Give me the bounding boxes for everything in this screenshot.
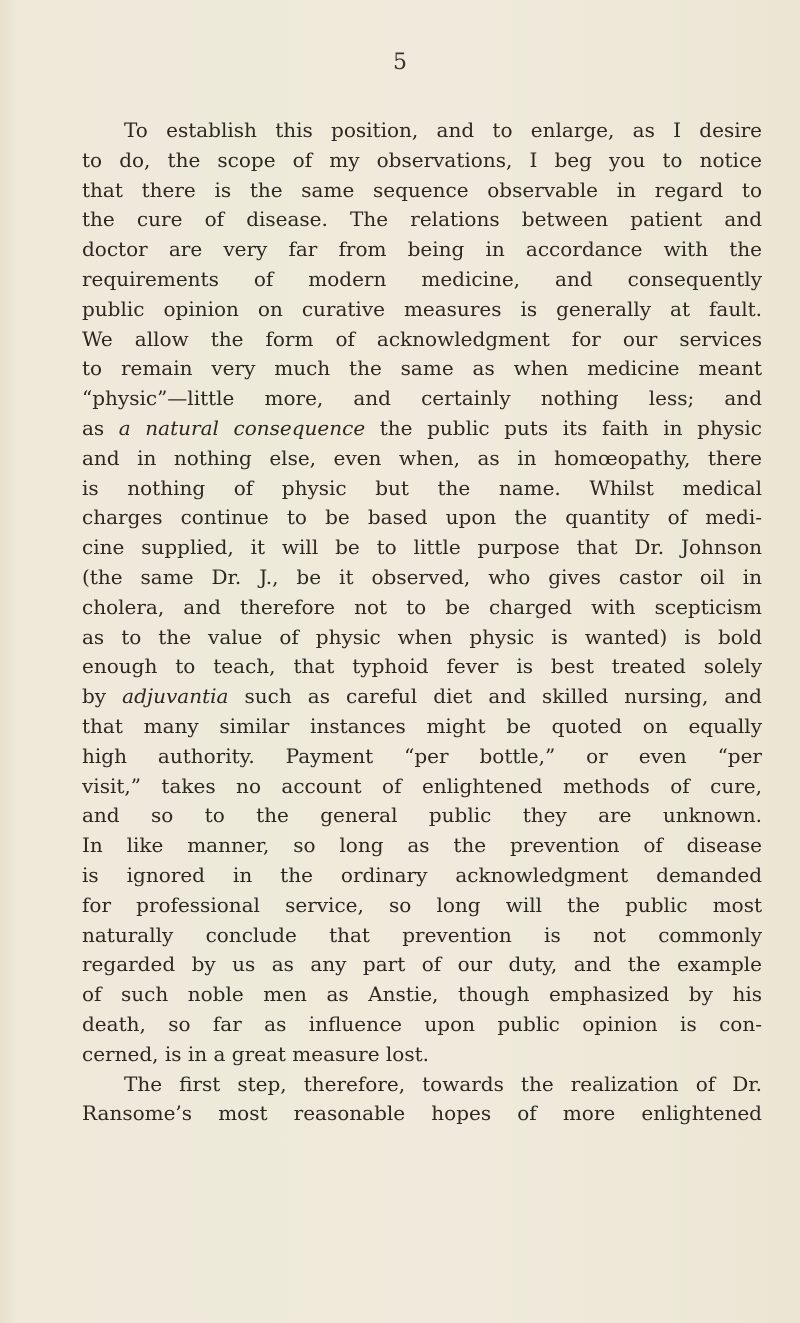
text-line: the cure of disease. The relations between patient and — [82, 207, 762, 232]
text-line: is ignored in the ordinary acknowledgment demanded — [82, 862, 762, 887]
text-line: to do, the scope of my observations, I beg you to notice — [82, 147, 762, 172]
text-line: requirements of modern medicine, and consequently — [82, 266, 762, 291]
text-line: charges continue to be based upon the quantity of medi- — [82, 505, 762, 530]
text-run: as — [82, 415, 119, 440]
text-line: To establish this position, and to enlarge, as I desire — [124, 118, 762, 142]
text-line: and so to the general public they are unknown. — [82, 803, 762, 828]
text-line: and in nothing else, even when, as in homœopathy, there — [82, 445, 762, 470]
text-line: In like manner, so long as the prevention of disease — [82, 833, 762, 858]
text-line: death, so far as influence upon public opinion is con- — [82, 1011, 762, 1036]
body-text — [82, 116, 762, 1129]
text-line: is nothing of physic but the name. Whilst medical — [82, 475, 762, 500]
text-line: The first step, therefore, towards the realization of Dr. — [124, 1071, 762, 1096]
text-line: to remain very much the same as when medicine meant — [82, 356, 762, 381]
text-line: as to the value of physic when physic is wanted) is bold — [82, 624, 762, 649]
text-line: cholera, and therefore not to be charged with scepticism — [82, 594, 762, 619]
text-line: of such noble men as Anstie, though emphasized by his — [82, 982, 762, 1007]
text-run: the public puts its faith in physic — [365, 415, 762, 440]
text-run: such as careful diet and skilled nursing, and — [228, 684, 762, 709]
text-line: visit,” takes no account of enlightened methods of cure, — [82, 773, 762, 798]
text-line: enough to teach, that typhoid fever is best treated solely — [82, 654, 762, 679]
text-line — [82, 414, 762, 444]
text-line: that there is the same sequence observable in regard to — [82, 177, 762, 202]
text-line: high authority. Payment “per bottle,” or even “per — [82, 743, 762, 768]
page-number: 5 — [393, 50, 407, 75]
text-line: public opinion on curative measures is generally at fault. — [82, 296, 762, 321]
text-line: Ransome’s most reasonable hopes of more enlightened — [82, 1101, 762, 1126]
text-line: doctor are very far from being in accordance with the — [82, 237, 762, 262]
text-run: by — [82, 684, 123, 709]
text-line: (the same Dr. J., be it observed, who gives castor oil in — [82, 564, 762, 589]
text-line: “physic”—little more, and certainly nothing less; and — [82, 386, 762, 411]
text-line: cerned, is in a great measure lost. — [82, 1041, 430, 1066]
text-line: cine supplied, it will be to little purpose that Dr. Johnson — [82, 535, 762, 560]
text-line: that many similar instances might be quoted on equally — [82, 713, 762, 738]
text-line: naturally conclude that prevention is not commonly — [82, 922, 762, 947]
text-line: We allow the form of acknowledgment for our services — [82, 326, 762, 351]
text-line — [82, 682, 762, 712]
italic-phrase: adjuvantia — [122, 684, 229, 709]
text-line: for professional service, so long will the public most — [82, 892, 762, 917]
italic-phrase: a natural consequence — [118, 415, 366, 440]
text-line: regarded by us as any part of our duty, and the example — [82, 952, 762, 977]
